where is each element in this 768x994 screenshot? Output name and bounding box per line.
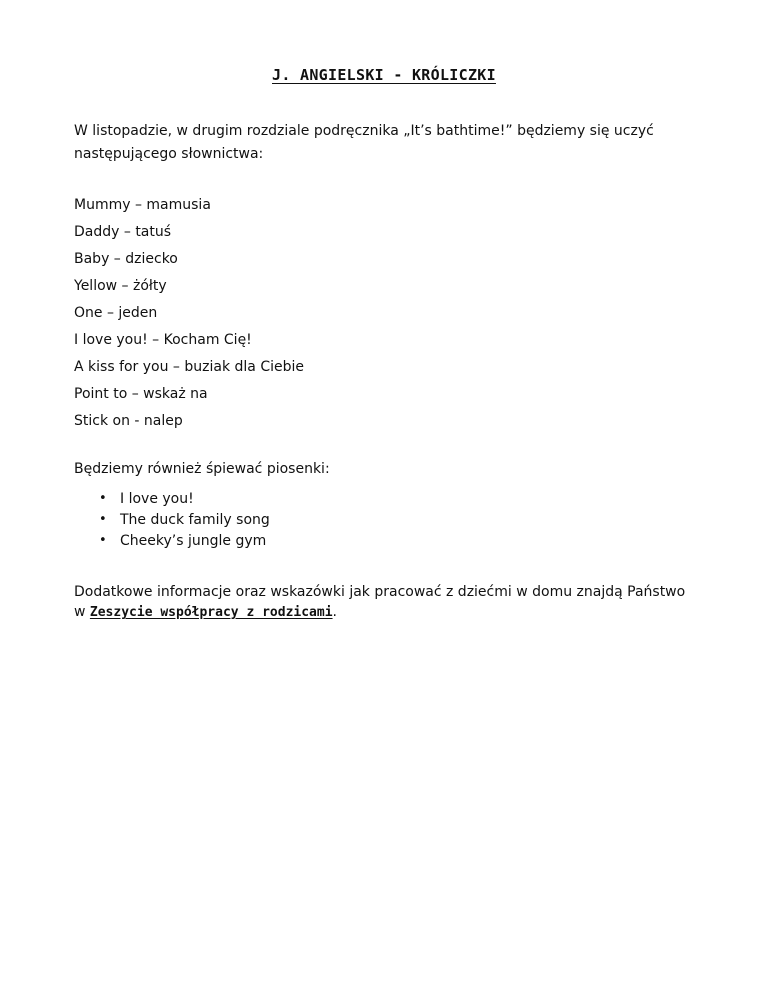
intro-paragraph (74, 120, 714, 166)
closing-suffix: . (332, 604, 337, 620)
vocabulary-item: Point to – wskaż na (74, 386, 208, 402)
song-item (74, 489, 270, 510)
closing-line-2 (74, 602, 734, 623)
closing-line-1: Dodatkowe informacje oraz wskazówki jak pracować z dziećmi w domu znajdą Państwo (74, 584, 686, 600)
vocabulary-item: Daddy – tatuś (74, 224, 172, 240)
song-title: I love you! (120, 491, 194, 507)
song-title: The duck family song (120, 512, 270, 528)
songs-list (74, 489, 270, 552)
bullet-icon: • (99, 512, 107, 527)
intro-line-1: W listopadzie, w drugim rozdziale podręcznika „It’s bathtime!” będziemy się uczyć (74, 123, 654, 139)
vocabulary-item: Baby – dziecko (74, 251, 178, 267)
vocabulary-item: A kiss for you – buziak dla Ciebie (74, 359, 304, 375)
closing-prefix: w (74, 604, 90, 620)
vocabulary-list (74, 195, 674, 438)
vocabulary-item: Yellow – żółty (74, 278, 167, 294)
bullet-icon: • (99, 491, 107, 506)
vocabulary-item: I love you! – Kocham Cię! (74, 332, 252, 348)
song-title: Cheeky’s jungle gym (120, 533, 267, 549)
closing-paragraph (74, 582, 734, 623)
document-title-text: J. ANGIELSKI - KRÓLICZKI (272, 66, 496, 84)
songs-intro: Będziemy również śpiewać piosenki: (74, 461, 330, 477)
bullet-icon: • (99, 533, 107, 548)
vocabulary-item: One – jeden (74, 305, 158, 321)
intro-line-2: następującego słownictwa: (74, 146, 264, 162)
song-item (74, 531, 270, 552)
vocabulary-item: Stick on - nalep (74, 413, 183, 429)
booklet-name: Zeszycie współpracy z rodzicami (89, 605, 333, 620)
document-title (0, 66, 768, 84)
vocabulary-item: Mummy – mamusia (74, 197, 211, 213)
song-item (74, 510, 270, 531)
